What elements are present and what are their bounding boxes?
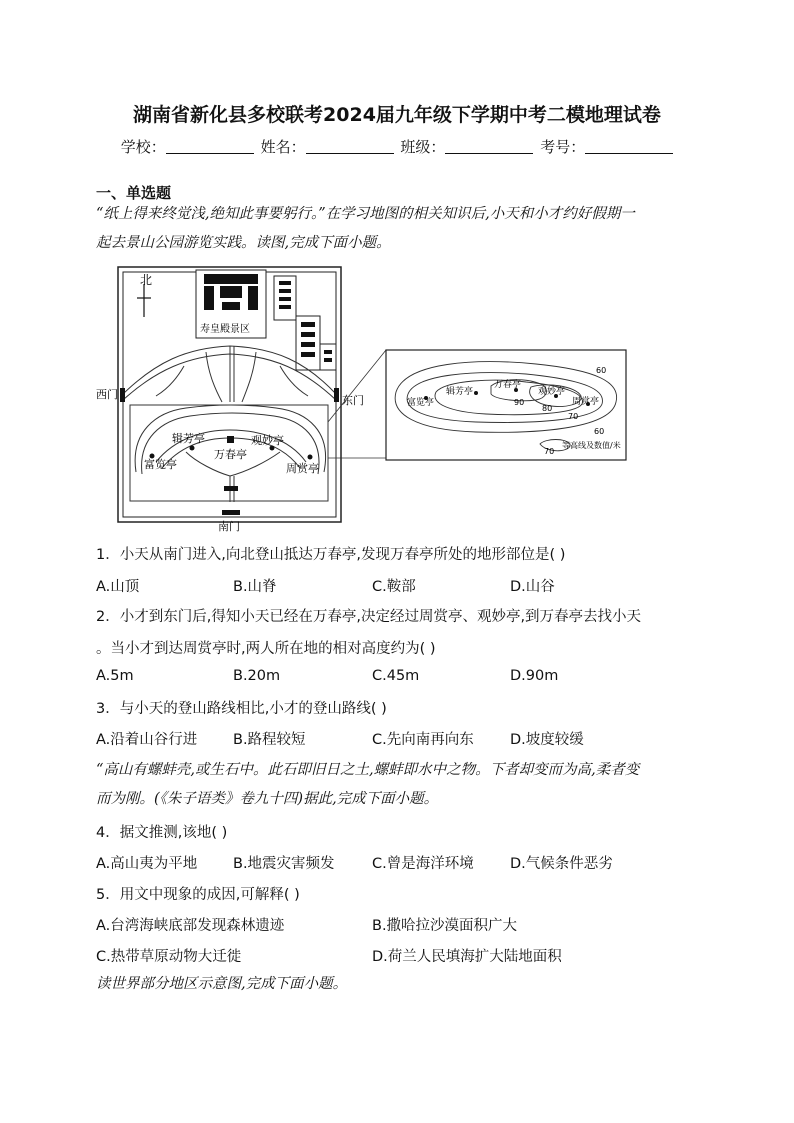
passage-1 <box>96 200 706 258</box>
q1-option-b[interactable]: B.山脊 <box>233 579 277 595</box>
q2-option-b[interactable]: B.20m <box>233 668 281 684</box>
q2-option-a[interactable]: A.5m <box>96 668 134 684</box>
q5-option-c[interactable]: C.热带草原动物大迁徙 <box>96 949 242 965</box>
inset-pavilion-label: 辑芳亭 <box>446 387 474 397</box>
inset-pavilion-label: 万春亭 <box>494 380 522 390</box>
q4-option-c[interactable]: C.曾是海洋环境 <box>372 856 474 872</box>
question-4-stem: 4．据文推测,该地( ) <box>96 825 228 841</box>
section-heading: 一、单选题 <box>96 184 172 202</box>
q5-option-d[interactable]: D.荷兰人民填海扩大陆地面积 <box>372 949 562 965</box>
palace-building <box>220 286 242 298</box>
passage-3: 读世界部分地区示意图,完成下面小题。 <box>96 976 348 992</box>
contour-value: 60 <box>596 366 607 375</box>
number-label: 考号： <box>540 138 586 156</box>
palace-building <box>204 286 214 310</box>
legend-label: 等高线及数值/米 <box>562 441 621 450</box>
page-title: 湖南省新化县多校联考2024届九年级下学期中考二模地理试卷 <box>133 104 661 126</box>
inset-pavilion-label: 周赏亭 <box>572 397 600 407</box>
question-5-stem: 5．用文中现象的成因,可解释( ) <box>96 887 300 903</box>
name-blank <box>306 139 394 154</box>
q2-option-d[interactable]: D.90m <box>510 668 559 684</box>
q5-option-b[interactable]: B.撒哈拉沙漠面积广大 <box>372 918 518 934</box>
q4-option-d[interactable]: D.气候条件恶劣 <box>510 856 613 872</box>
west-gate-label: 西门 <box>96 388 118 401</box>
pavilion-label: 辑芳亭 <box>172 432 205 445</box>
question-2-stem-line-1: 2．小才到东门后,得知小天已经在万春亭,决定经过周赏亭、观妙亭,到万春亭去找小天 <box>96 609 642 625</box>
palace-building <box>248 286 258 310</box>
north-label: 北 <box>140 273 153 287</box>
palace-building <box>222 302 240 310</box>
north-arrow-icon <box>137 284 151 317</box>
palace-building <box>204 274 258 284</box>
class-blank <box>445 139 533 154</box>
inset-pavilion-label: 富览亭 <box>407 398 435 408</box>
school-blank <box>166 139 254 154</box>
passage-2-line-1: “高山有螺蚌壳,或生石中。此石即旧日之土,螺蚌即水中之物。下者却变而为高,柔者变 <box>96 762 640 778</box>
south-gate-label: 南门 <box>218 520 240 533</box>
q3-option-a[interactable]: A.沿着山谷行进 <box>96 732 198 748</box>
class-label: 班级： <box>400 138 446 156</box>
q3-option-d[interactable]: D.坡度较缓 <box>510 732 584 748</box>
contour-value: 80 <box>542 404 553 413</box>
q3-option-b[interactable]: B.路程较短 <box>233 732 306 748</box>
question-2-stem-line-2: 。当小才到达周赏亭时,两人所在地的相对高度约为( ) <box>96 641 436 657</box>
q1-option-c[interactable]: C.鞍部 <box>372 579 416 595</box>
pavilion-marker <box>308 455 313 460</box>
q1-option-a[interactable]: A.山顶 <box>96 579 140 595</box>
south-gate-building <box>224 486 238 491</box>
contour-value: 60 <box>594 427 605 436</box>
east-gate-marker <box>334 388 339 402</box>
q4-option-b[interactable]: B.地震灾害频发 <box>233 856 335 872</box>
pavilion-label: 万春亭 <box>214 448 247 461</box>
pavilion-label: 观妙亭 <box>251 434 284 447</box>
q4-option-a[interactable]: A.高山夷为平地 <box>96 856 198 872</box>
q3-option-c[interactable]: C.先向南再向东 <box>372 732 474 748</box>
question-1-stem: 1．小天从南门进入,向北登山抵达万春亭,发现万春亭所处的地形部位是( ) <box>96 547 566 563</box>
west-gate-marker <box>120 388 125 402</box>
passage-2 <box>96 756 706 814</box>
passage-1-line-2: 起去景山公园游览实践。读图,完成下面小题。 <box>96 235 391 251</box>
pavilion-label: 富览亭 <box>144 458 177 471</box>
pavilion-marker <box>190 446 195 451</box>
school-label: 学校： <box>120 138 166 156</box>
passage-2-line-2: 而为刚。(《朱子语类》卷九十四)据此,完成下面小题。 <box>96 791 439 807</box>
contour-value: 70 <box>568 412 579 421</box>
east-gate-label: 东门 <box>342 394 364 407</box>
passage-1-line-1: “纸上得来终觉浅,绝知此事要躬行。”在学习地图的相关知识后,小天和小才约好假期一 <box>96 206 635 222</box>
name-label: 姓名： <box>260 138 306 156</box>
number-blank <box>585 139 673 154</box>
question-3-stem: 3．与小天的登山路线相比,小才的登山路线( ) <box>96 701 387 717</box>
pavilion-label: 周赏亭 <box>286 462 319 475</box>
q2-option-c[interactable]: C.45m <box>372 668 420 684</box>
palace-label: 寿皇殿景区 <box>200 324 250 335</box>
south-gate-marker <box>222 510 240 515</box>
inset-pavilion-label: 观妙亭 <box>538 387 566 397</box>
park-map-figure <box>96 262 636 534</box>
annex-block <box>320 344 336 370</box>
legend-value: 70 <box>544 447 555 456</box>
student-info-line <box>0 136 794 157</box>
q5-option-a[interactable]: A.台湾海峡底部发现森林遗迹 <box>96 918 285 934</box>
pavilion-marker-main <box>227 436 234 443</box>
contour-value: 90 <box>514 398 525 407</box>
zoom-connector <box>328 350 386 422</box>
q1-option-d[interactable]: D.山谷 <box>510 579 555 595</box>
